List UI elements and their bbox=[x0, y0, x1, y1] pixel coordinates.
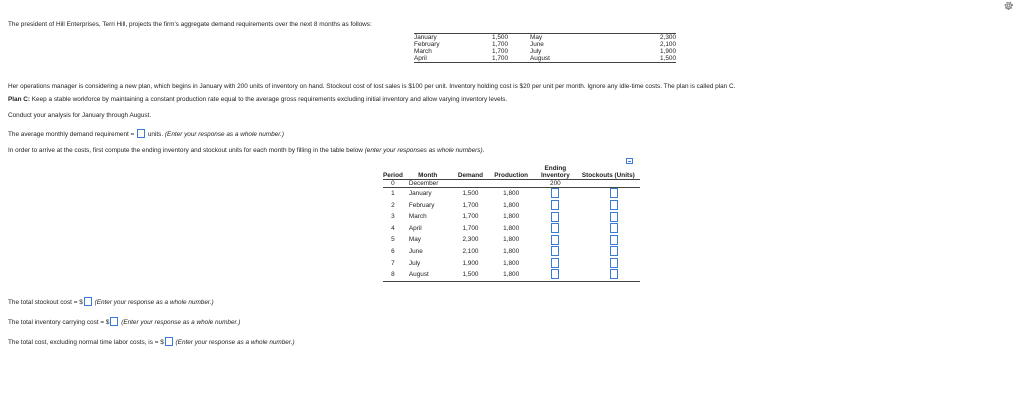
period-cell: 3 bbox=[391, 213, 395, 221]
plan-text: Keep a stable workforce by maintaining a constant production rate equal to the average gross requirements excluding initial inventory and allow varying inventory levels. bbox=[30, 96, 508, 103]
month-cell: January bbox=[408, 190, 432, 197]
carrying-cost-row bbox=[8, 317, 240, 327]
demand-month-cell: April bbox=[414, 55, 427, 62]
period-cell: 1 bbox=[391, 190, 395, 197]
header-stockouts: Stockouts (Units) bbox=[577, 172, 640, 180]
table-instructions-hint: (enter your responses as whole numbers). bbox=[364, 147, 485, 154]
demand-month-cell: July bbox=[530, 48, 542, 55]
month-cell: August bbox=[403, 269, 453, 281]
month-cell: April bbox=[408, 224, 422, 232]
demand-value-cell: 1,500 bbox=[492, 34, 508, 41]
header-ending-inventory: Inventory bbox=[534, 172, 577, 180]
demand-value-cell: 1,500 bbox=[660, 55, 676, 62]
average-demand-hint: (Enter your response as a whole number.) bbox=[164, 131, 285, 138]
demand-cell: 2,300 bbox=[462, 236, 479, 244]
intro-text: The president of Hill Enterprises, Terri Hill, projects the firm's aggregate demand requirements over the next 8 months as follows: bbox=[8, 21, 372, 28]
stockouts-input[interactable] bbox=[610, 200, 618, 210]
average-demand-label: The average monthly demand requirement = bbox=[8, 131, 135, 138]
ending-inventory-input[interactable] bbox=[551, 235, 559, 245]
demand-cell: 1,500 bbox=[453, 269, 489, 281]
demand-month-cell: June bbox=[530, 41, 544, 48]
stockouts-cell bbox=[577, 188, 640, 200]
stockouts-cell bbox=[577, 269, 640, 281]
production-cell: 1,800 bbox=[503, 259, 520, 267]
demand-month-cell: February bbox=[414, 41, 440, 48]
production-cell: 1,800 bbox=[503, 236, 520, 244]
table-row bbox=[383, 200, 640, 212]
units-label: units. bbox=[147, 131, 164, 138]
demand-month-cell: May bbox=[530, 34, 543, 41]
header-month: Month bbox=[403, 172, 453, 180]
demand-month-cell: March bbox=[414, 48, 432, 55]
stockout-cost-input[interactable] bbox=[84, 297, 92, 306]
demand-cell: 2,100 bbox=[462, 247, 479, 255]
demand-row bbox=[414, 48, 676, 55]
table-row bbox=[383, 258, 640, 270]
demand-value-cell: 2,100 bbox=[660, 41, 676, 48]
demand-cell: 1,700 bbox=[462, 201, 479, 209]
total-cost-label: The total cost, excluding normal time labor costs, is = $ bbox=[8, 339, 164, 346]
demand-value-cell: 1,700 bbox=[492, 55, 508, 62]
month-cell: May bbox=[408, 236, 421, 244]
stockouts-input[interactable] bbox=[610, 212, 618, 222]
gear-icon[interactable] bbox=[1003, 0, 1014, 11]
stockouts-cell bbox=[577, 200, 640, 212]
production-cell: 1,800 bbox=[488, 269, 534, 281]
stockouts-input[interactable] bbox=[610, 223, 618, 233]
total-cost-row bbox=[8, 337, 295, 347]
stockouts-cell bbox=[577, 223, 640, 235]
demand-table bbox=[414, 33, 676, 63]
ending-inventory-cell bbox=[534, 246, 577, 258]
table-instructions bbox=[8, 147, 484, 155]
ending-inventory-value: 200 bbox=[534, 180, 577, 188]
demand-value-cell: 1,900 bbox=[660, 48, 676, 55]
stockouts-input[interactable] bbox=[610, 235, 618, 245]
stockout-cost-label: The total stockout cost = $ bbox=[8, 299, 83, 306]
table-row bbox=[383, 269, 640, 281]
table-row bbox=[383, 223, 640, 235]
plan-label: Plan C: bbox=[8, 96, 31, 103]
demand-row bbox=[414, 55, 676, 62]
stockouts-cell bbox=[577, 211, 640, 223]
ending-inventory-cell bbox=[534, 234, 577, 246]
ending-inventory-cell bbox=[534, 258, 577, 270]
header-ending: Ending bbox=[544, 165, 567, 172]
plan-c-description bbox=[8, 96, 507, 104]
month-cell: March bbox=[408, 213, 427, 221]
carrying-cost-label: The total inventory carrying cost = $ bbox=[8, 319, 110, 326]
stockouts-input[interactable] bbox=[610, 188, 618, 198]
period-cell: 8 bbox=[383, 269, 403, 281]
period-cell: 6 bbox=[391, 247, 395, 255]
period-cell: 4 bbox=[391, 224, 395, 232]
demand-cell: 1,500 bbox=[462, 190, 479, 197]
ending-inventory-cell bbox=[534, 200, 577, 212]
stockouts-input[interactable] bbox=[610, 269, 618, 279]
ending-inventory-input[interactable] bbox=[551, 246, 559, 256]
operations-paragraph: Her operations manager is considering a new plan, which begins in January with 200 units of inventory on hand. Stockout cost of lost sales is $100 per unit. Inventory holding cost is $20 per unit per month. Ignore any idle-time costs. The plan is called plan C. bbox=[8, 83, 736, 90]
header-period: Period bbox=[383, 172, 403, 179]
production-cell: 1,800 bbox=[503, 247, 520, 255]
demand-month-cell: January bbox=[414, 34, 437, 41]
stockout-cost-row bbox=[8, 297, 214, 307]
table-row bbox=[383, 180, 640, 188]
spreadsheet-icon[interactable] bbox=[626, 158, 633, 164]
demand-value-cell: 2,300 bbox=[660, 34, 676, 41]
period-cell: 0 bbox=[383, 180, 403, 188]
total-cost-input[interactable] bbox=[165, 337, 173, 346]
demand-value-cell: 1,700 bbox=[492, 48, 508, 55]
inventory-table bbox=[383, 165, 640, 282]
production-cell: 1,800 bbox=[503, 190, 520, 197]
period-cell: 7 bbox=[391, 259, 395, 267]
period-cell: 2 bbox=[391, 201, 395, 209]
table-instructions-text: In order to arrive at the costs, first compute the ending inventory and stockout units for each month by filling in the table below bbox=[8, 147, 365, 154]
table-row bbox=[383, 234, 640, 246]
stockouts-input[interactable] bbox=[610, 258, 618, 268]
month-cell: February bbox=[408, 201, 435, 209]
total-cost-hint: (Enter your response as a whole number.) bbox=[175, 339, 295, 346]
ending-inventory-input[interactable] bbox=[551, 223, 559, 233]
header-production: Production bbox=[488, 172, 534, 180]
period-cell: 5 bbox=[391, 236, 395, 244]
demand-month-cell: August bbox=[530, 55, 550, 62]
ending-inventory-cell bbox=[534, 269, 577, 281]
average-demand-row bbox=[8, 129, 284, 139]
header-demand: Demand bbox=[453, 172, 489, 180]
demand-value-cell: 1,700 bbox=[492, 41, 508, 48]
month-cell: December bbox=[403, 180, 453, 188]
production-cell: 1,800 bbox=[503, 213, 520, 221]
ending-inventory-input[interactable] bbox=[551, 212, 559, 222]
ending-inventory-input[interactable] bbox=[551, 258, 559, 268]
demand-cell: 1,700 bbox=[462, 213, 479, 221]
table-row bbox=[383, 211, 640, 223]
demand-row bbox=[414, 41, 676, 48]
month-cell: June bbox=[408, 247, 423, 255]
ending-inventory-cell bbox=[534, 211, 577, 223]
table-row bbox=[383, 246, 640, 258]
carrying-cost-input[interactable] bbox=[110, 317, 118, 326]
production-cell: 1,800 bbox=[503, 201, 520, 209]
stockouts-cell bbox=[577, 246, 640, 258]
ending-inventory-input[interactable] bbox=[551, 200, 559, 210]
production-cell: 1,800 bbox=[503, 224, 520, 232]
table-row bbox=[383, 188, 640, 200]
stockouts-input[interactable] bbox=[610, 246, 618, 256]
ending-inventory-cell bbox=[534, 223, 577, 235]
ending-inventory-input[interactable] bbox=[551, 269, 559, 279]
carrying-cost-hint: (Enter your response as a whole number.) bbox=[121, 319, 241, 326]
stockouts-cell bbox=[577, 258, 640, 270]
demand-cell: 1,900 bbox=[462, 259, 479, 267]
average-demand-input[interactable] bbox=[137, 129, 145, 138]
month-cell: July bbox=[408, 259, 421, 267]
demand-row bbox=[414, 34, 676, 41]
conduct-text: Conduct your analysis for January through August. bbox=[8, 112, 152, 119]
stockout-cost-hint: (Enter your response as a whole number.) bbox=[94, 299, 214, 306]
ending-inventory-input[interactable] bbox=[551, 188, 559, 198]
demand-cell: 1,700 bbox=[462, 224, 479, 232]
stockouts-cell bbox=[577, 234, 640, 246]
ending-inventory-cell bbox=[534, 188, 577, 200]
